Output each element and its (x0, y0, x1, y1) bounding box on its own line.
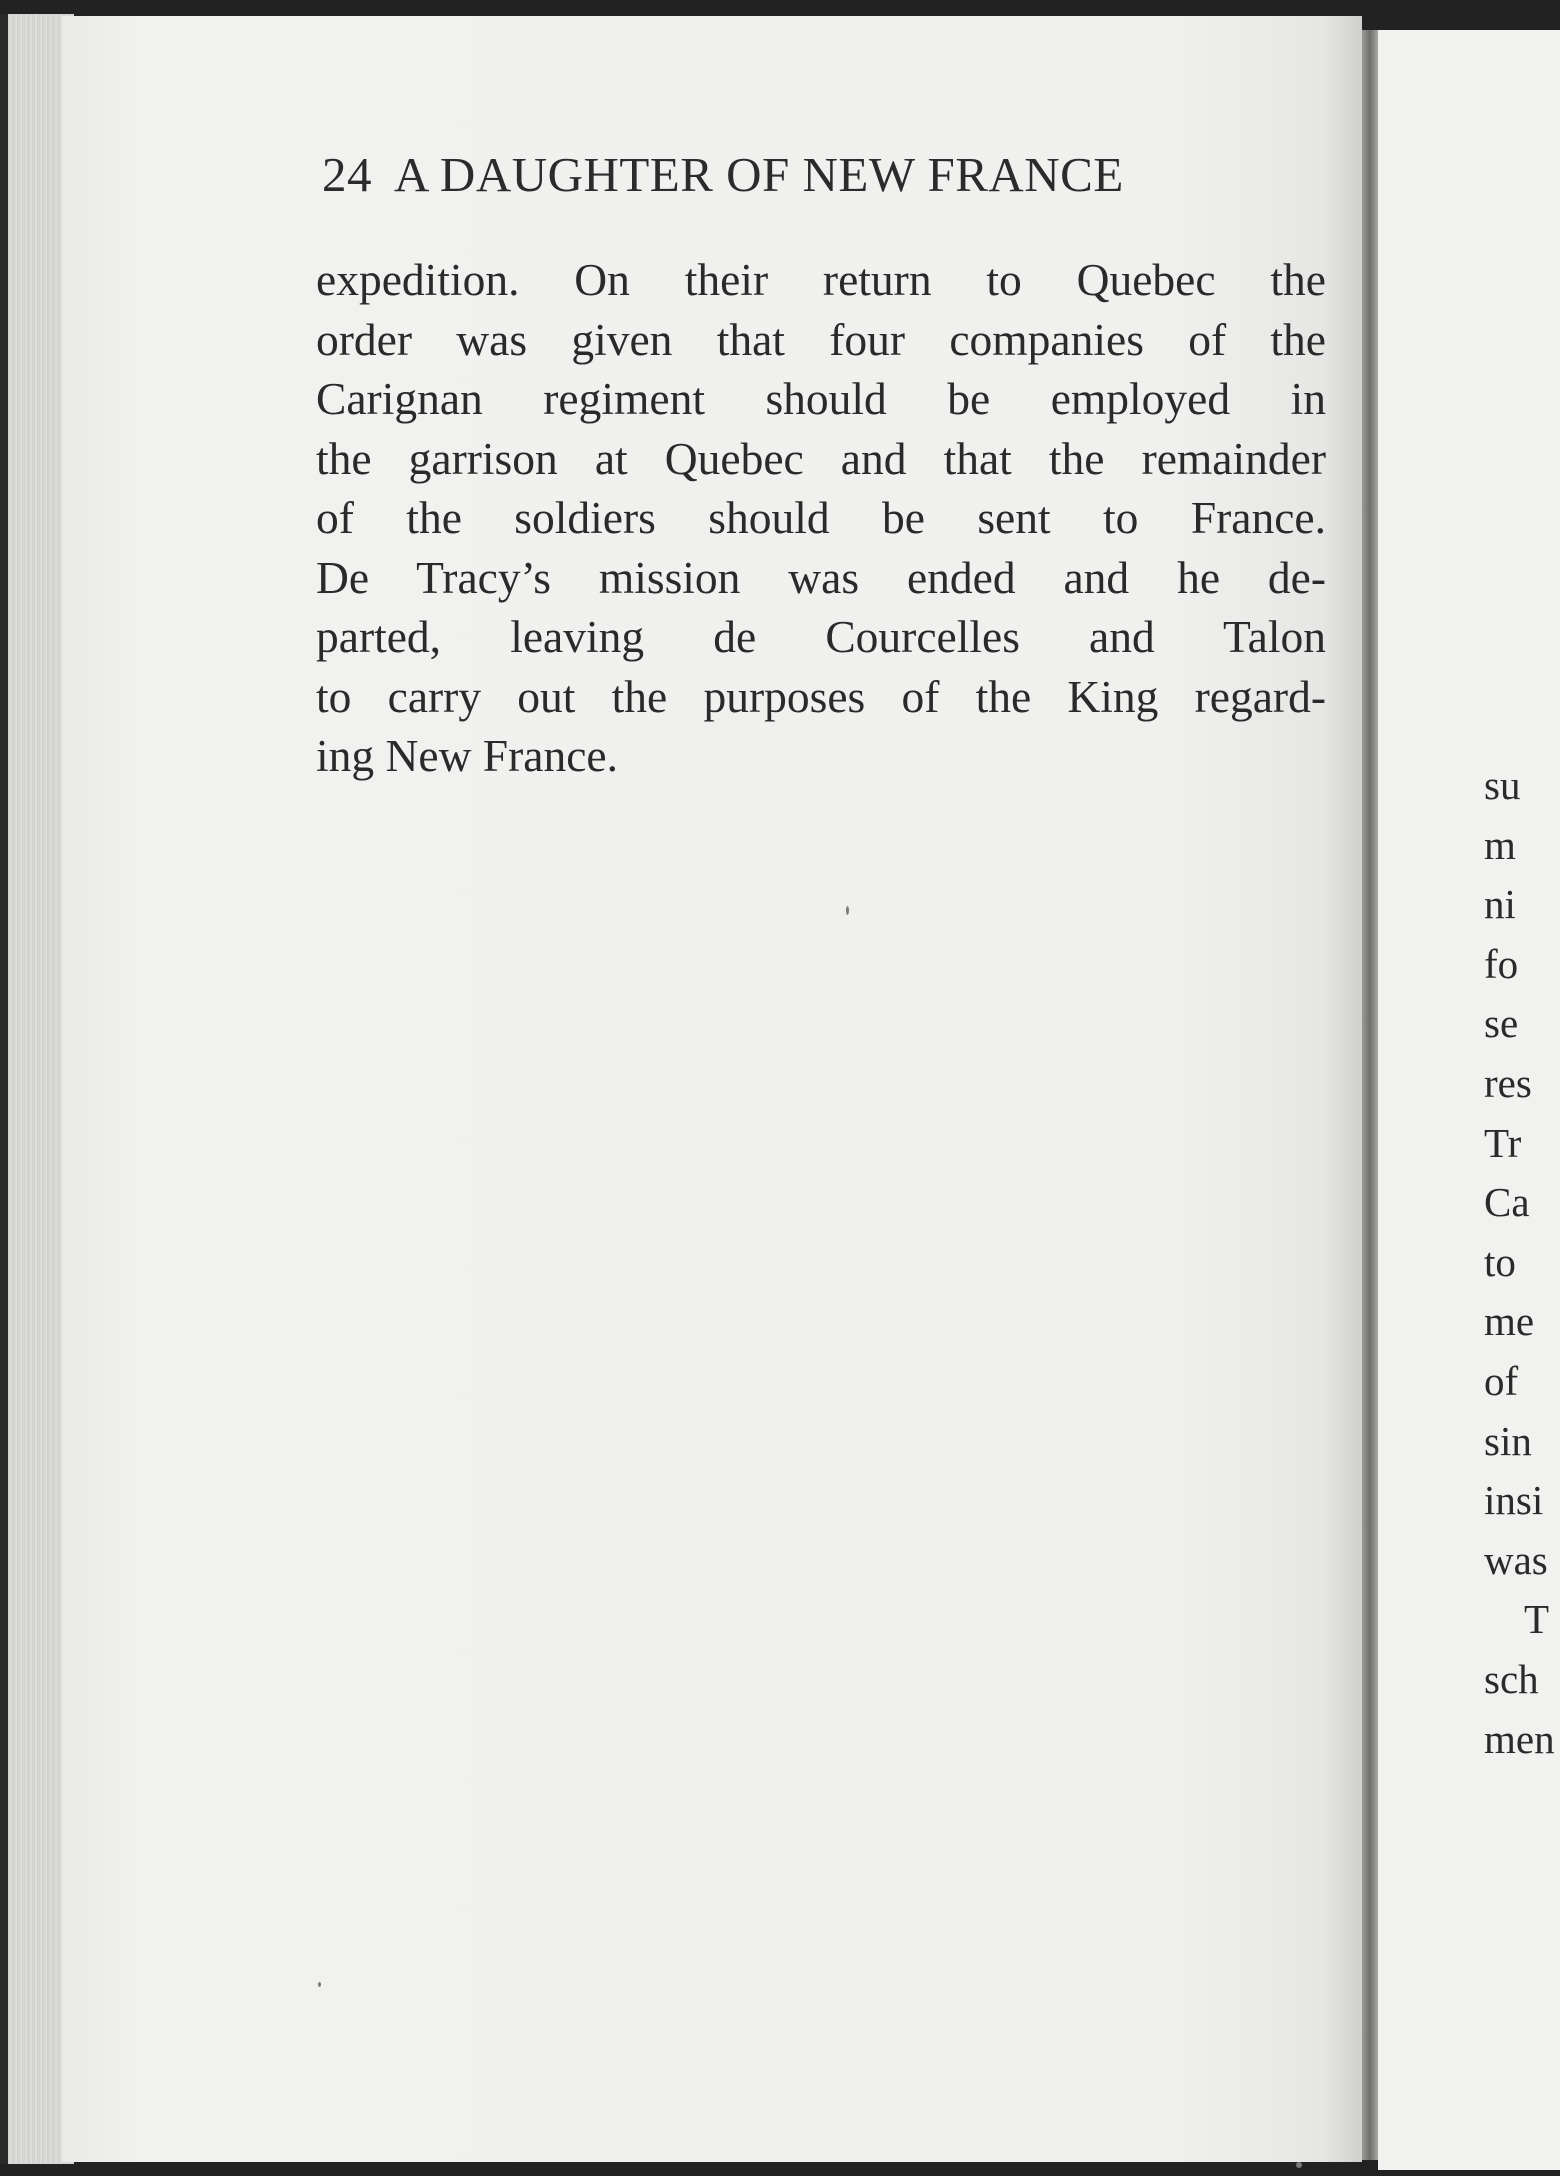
right-text-fragment: sch (1484, 1655, 1539, 1702)
right-text-fragment: sin (1484, 1417, 1532, 1464)
right-text-fragment: m (1484, 821, 1516, 868)
right-text-fragment: T (1524, 1596, 1550, 1643)
right-text-fragment: men (1484, 1715, 1555, 1762)
right-text-fragment: was (1484, 1536, 1548, 1583)
right-text-fragment: Tr (1484, 1119, 1522, 1166)
text-line: De Tracy’s mission was ended and he de- (316, 551, 1326, 603)
right-text-fragment: res (1484, 1059, 1532, 1106)
right-page-text (1484, 756, 1560, 1769)
right-text-fragment: ni (1484, 881, 1516, 928)
right-text-fragment: se (1484, 1000, 1519, 1047)
right-text-fragment: to (1484, 1238, 1516, 1285)
text-line: Carignan regiment should be employed in (316, 373, 1326, 424)
right-text-fragment: Ca (1484, 1179, 1530, 1226)
paper-speck (1296, 2162, 1302, 2168)
text-line: parted, leaving de Courcelles and Talon (316, 611, 1326, 662)
text-line: expedition. On their return to Quebec the (316, 254, 1326, 305)
right-text-fragment: of (1484, 1357, 1519, 1404)
text-line: order was given that four companies of the (316, 313, 1326, 365)
text-line: the garrison at Quebec and that the remainder (316, 432, 1326, 484)
body-text (316, 250, 1326, 786)
text-line: to carry out the purposes of the King regard- (316, 670, 1326, 722)
right-text-fragment: fo (1484, 940, 1519, 987)
text-line: of the soldiers should be sent to France. (316, 492, 1326, 543)
right-text-fragment: insi (1484, 1477, 1544, 1524)
running-head (322, 146, 1124, 203)
book-gutter (1362, 30, 1378, 2160)
running-title: A DAUGHTER OF NEW FRANCE (394, 147, 1124, 202)
right-text-fragment: su (1484, 762, 1521, 808)
text-line: ing New France. (316, 730, 618, 781)
paper-speck (318, 1982, 321, 1987)
paper-speck (846, 906, 849, 915)
page-number: 24 (322, 147, 372, 202)
right-text-fragment: me (1484, 1298, 1535, 1345)
